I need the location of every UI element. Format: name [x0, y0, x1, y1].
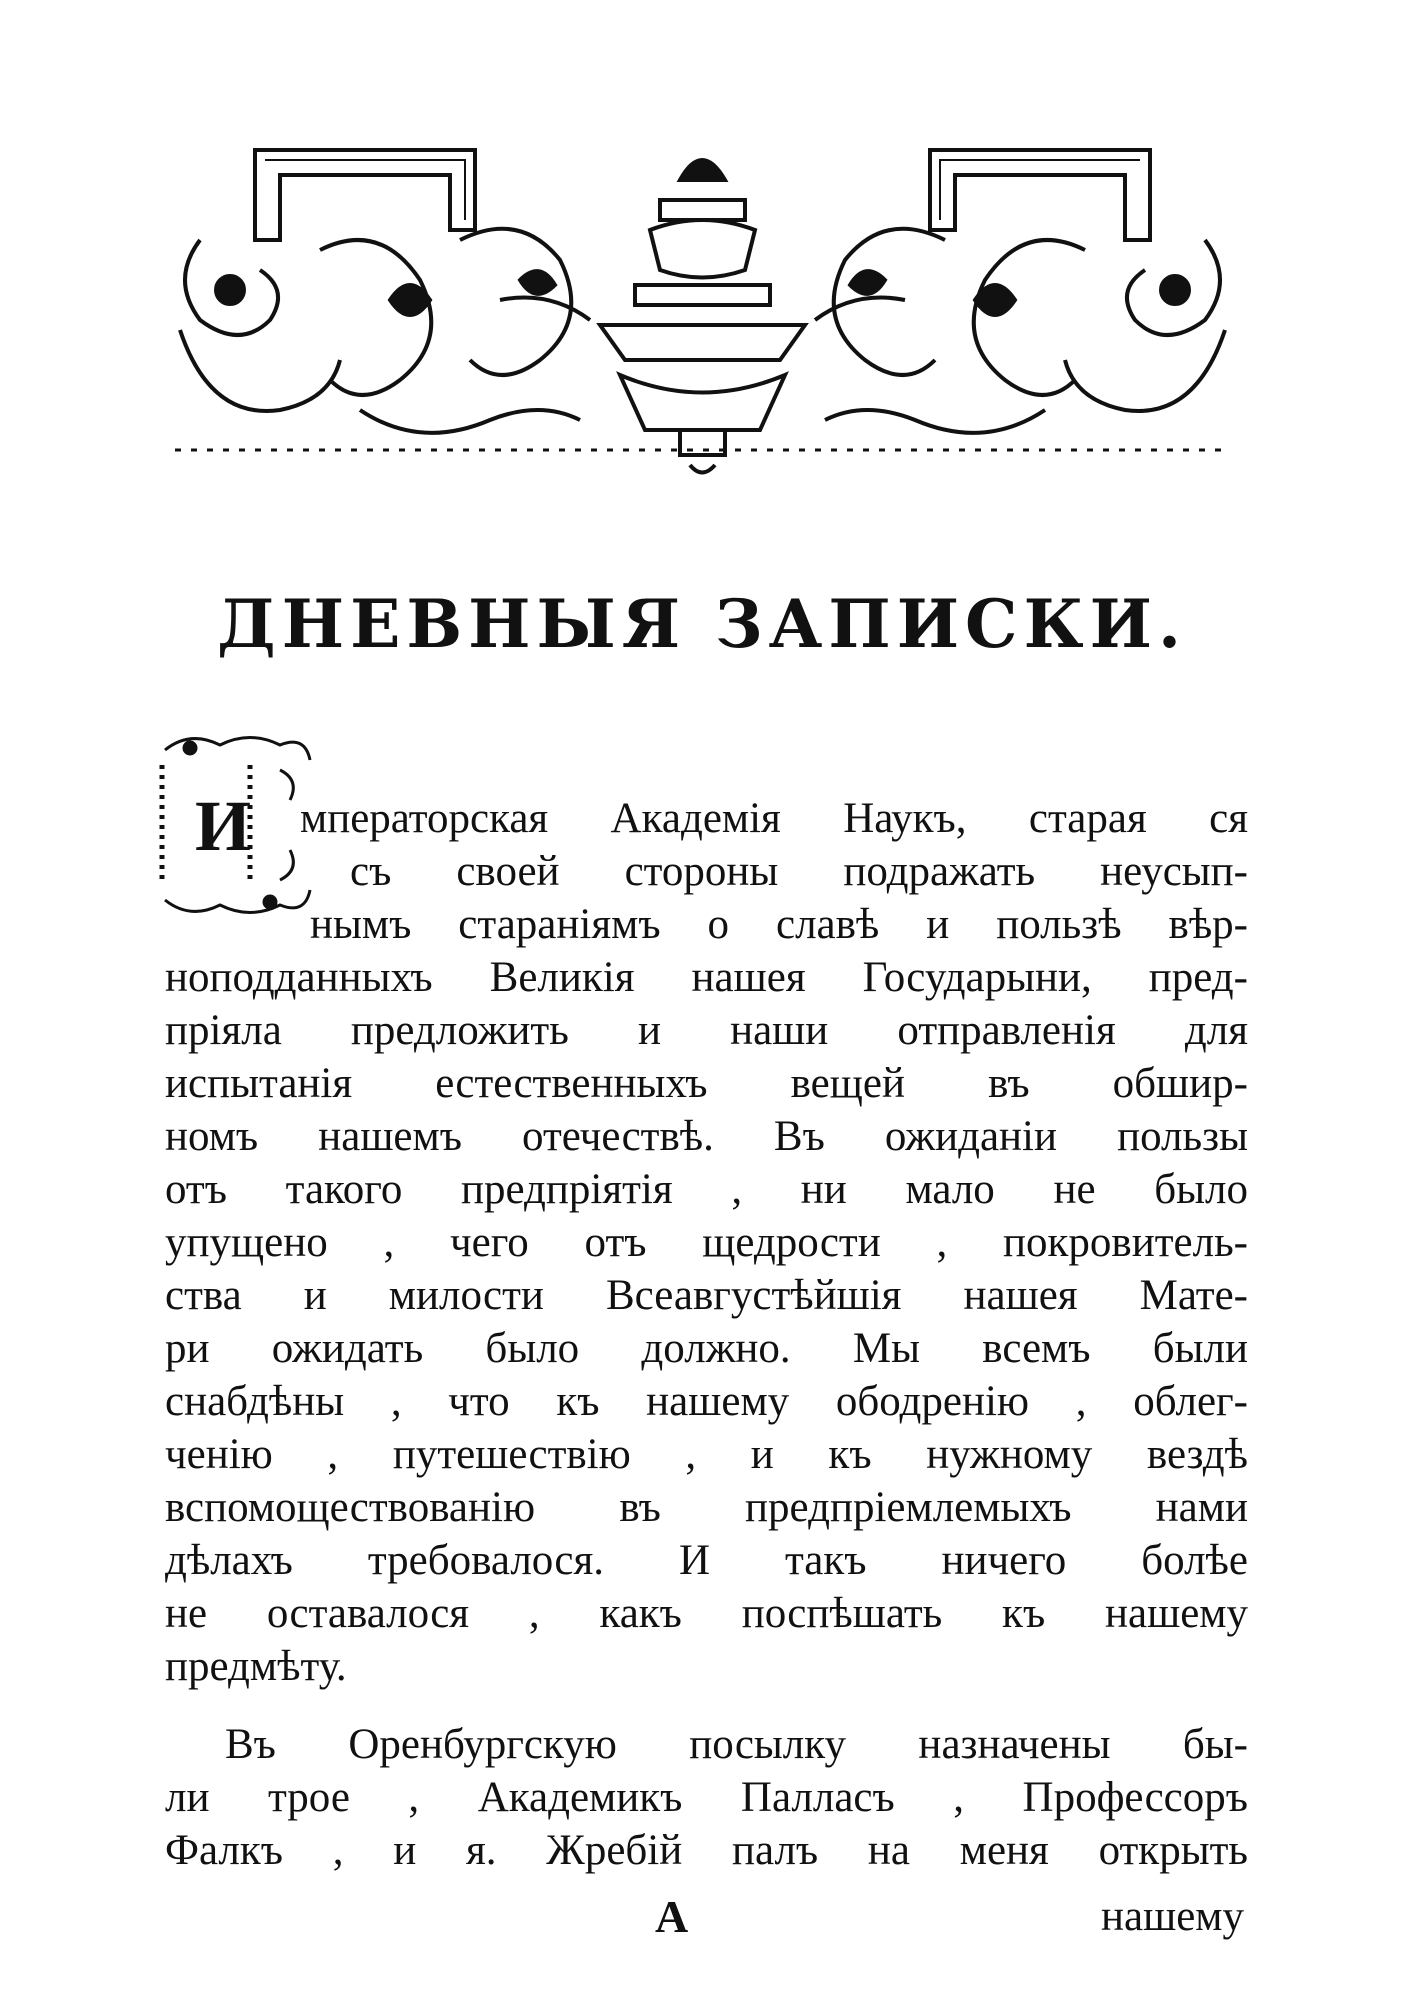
text-line: вспомоществованію въ предпріемлемыхъ нами — [165, 1484, 1248, 1531]
paragraph-2 — [165, 1718, 1248, 1877]
signature-mark: A — [655, 1891, 689, 1942]
text-line: испытанія естественныхъ вещей въ обшир- — [165, 1060, 1248, 1107]
text-line: дѣлахъ требовалося. И такъ ничего болѣе — [165, 1537, 1248, 1584]
text-line: ченію , путешествію , и къ нужному вездѣ — [165, 1431, 1248, 1478]
text-line-last: предмѣту. — [165, 1643, 347, 1690]
text-line: ноподданныхъ Великія нашея Государыни, пред- — [165, 954, 1248, 1001]
paragraph-1-body — [165, 898, 1248, 1693]
catchword: нашему — [1100, 1893, 1244, 1940]
text-line: упущено , чего отъ щедрости , покровитель- — [165, 1219, 1248, 1266]
text-line: номъ нашемъ отечествѣ. Въ ожиданіи пользы — [165, 1113, 1248, 1160]
text-line: нымъ стараніямъ о славѣ и пользѣ вѣр- — [310, 901, 1248, 948]
text-line: ри ожидать было должно. Мы всемъ были — [165, 1325, 1248, 1372]
text-line: снабдѣны , что къ нашему ободренію , облег- — [165, 1378, 1248, 1425]
text-line: пріяла предложить и наши отправленія для — [165, 1007, 1248, 1054]
text-line: отъ такого предпріятія , ни мало не было — [165, 1166, 1248, 1213]
text-line: не оставалося , какъ поспѣшать къ нашему — [165, 1590, 1248, 1637]
ornamental-headpiece — [160, 120, 1245, 490]
text-line: ства и милости Всеавгустѣйшія нашея Мате- — [165, 1272, 1248, 1319]
text-line: ли трое , Академикъ Палласъ , Профессоръ — [165, 1774, 1248, 1821]
paragraph-1-indented — [300, 792, 1248, 898]
text-line: съ своей стороны подражать неусып- — [350, 848, 1248, 895]
drop-cap-initial: И — [195, 786, 252, 866]
text-line: мператорская Академія Наукъ, старая ся — [300, 795, 1248, 842]
page-title: ДНЕВНЫЯ ЗАПИСКИ. — [217, 585, 1187, 663]
text-line: Въ Оренбургскую посылку назначены бы- — [225, 1721, 1248, 1768]
text-line: Фалкъ , и я. Жребій палъ на меня открыть — [165, 1827, 1248, 1874]
